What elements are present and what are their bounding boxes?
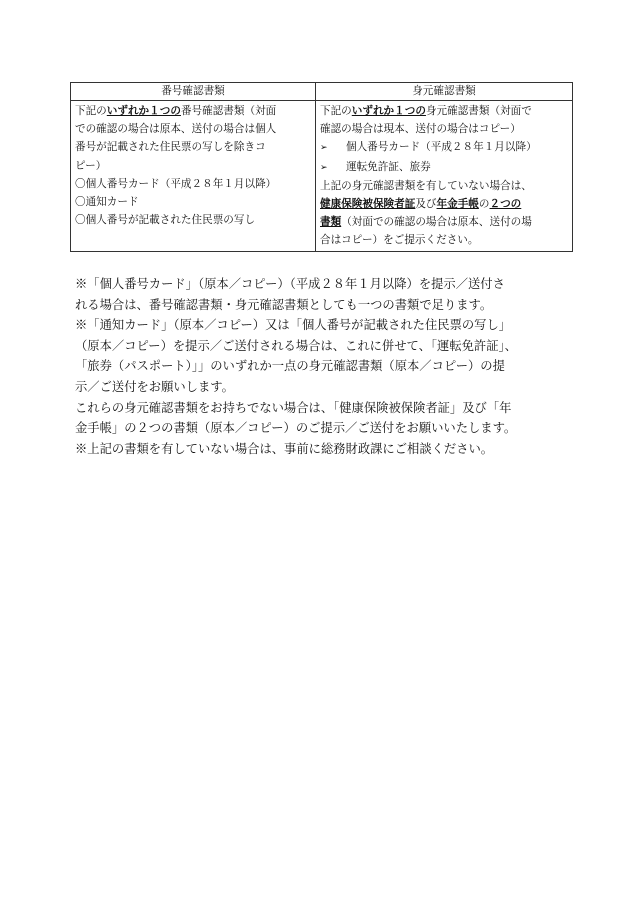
identity-documents-line bbox=[320, 158, 569, 177]
text-segment: 〇個人番号が記載された住民票の写し bbox=[75, 214, 256, 227]
emphasis-text: いずれか１つの bbox=[106, 105, 181, 117]
text-segment: ピー） bbox=[75, 159, 107, 172]
note-line: ※「個人番号カード」（原本／コピー）（平成２８年１月以降）を提示／送付さ bbox=[75, 277, 505, 291]
note-line: れる場合は、番号確認書類・身元確認書類としても一つの書類で足ります。 bbox=[75, 297, 493, 312]
text-segment: （対面での確認の場合は原本、送付の場 bbox=[341, 216, 532, 229]
number-documents-line bbox=[75, 102, 312, 120]
text-segment: 運転免許証、旅券 bbox=[346, 160, 431, 173]
document-requirements-table bbox=[70, 82, 573, 252]
number-documents-line bbox=[75, 193, 312, 211]
number-documents-line bbox=[75, 138, 312, 156]
text-segment: 下記の bbox=[75, 105, 107, 117]
number-documents-line bbox=[75, 120, 312, 138]
text-segment: 身元確認書類（対面で bbox=[425, 105, 532, 117]
identity-documents-line bbox=[320, 102, 569, 120]
note-line: 「旅券（パスポート）」」のいずれか一点の身元確認書類（原本／コピー）の提 bbox=[75, 359, 505, 374]
note-line: （原本／コピー）を提示／ご送付される場合は、これに併せて、「運転免許証」、 bbox=[75, 338, 517, 353]
header-identity-documents: 身元確認書類 bbox=[316, 83, 573, 101]
text-segment: 及び bbox=[415, 198, 437, 211]
text-segment: 確認の場合は現本、送付の場合はコピー） bbox=[320, 123, 521, 136]
text-segment: での確認の場合は原本、送付の場合は個人 bbox=[75, 123, 277, 136]
identity-documents-line bbox=[320, 195, 569, 213]
text-segment: 番号確認書類（対面 bbox=[180, 105, 277, 117]
number-documents-line bbox=[75, 175, 312, 193]
identity-documents-line bbox=[320, 177, 569, 195]
text-segment: 上記の身元確認書類を有していない場合は、 bbox=[320, 179, 532, 192]
header-number-documents: 番号確認書類 bbox=[71, 83, 316, 101]
text-segment: の bbox=[478, 198, 490, 211]
note-line: 示／ご送付をお願いします。 bbox=[75, 379, 234, 394]
emphasis-text: いずれか１つの bbox=[351, 105, 426, 117]
emphasis-text: 年金手帳 bbox=[436, 198, 479, 211]
identity-documents-line bbox=[320, 120, 569, 138]
bullet-arrow-icon: ➢ bbox=[320, 143, 328, 154]
identity-documents-line bbox=[320, 213, 569, 231]
bullet-arrow-icon: ➢ bbox=[320, 162, 328, 173]
text-segment: 合はコピー）をご提示ください。 bbox=[320, 234, 479, 247]
note-line: ※「通知カード」（原本／コピー）又は「個人番号が記載された住民票の写し」 bbox=[75, 318, 512, 333]
table-row bbox=[71, 101, 573, 252]
text-segment: 〇個人番号カード（平成２８年１月以降） bbox=[75, 177, 277, 190]
text-segment: 個人番号カード（平成２８年１月以降） bbox=[346, 141, 537, 154]
number-documents-line bbox=[75, 157, 312, 175]
identity-documents-line bbox=[320, 138, 569, 157]
emphasis-text: ２つの bbox=[489, 198, 522, 211]
text-segment: 下記の bbox=[320, 105, 352, 117]
text-segment: 〇通知カード bbox=[75, 196, 139, 209]
note-line: これらの身元確認書類をお持ちでない場合は、「健康保険被保険者証」及び「年 bbox=[75, 400, 512, 415]
emphasis-text: 健康保険被保険者証 bbox=[320, 198, 416, 211]
note-line: ※上記の書類を有していない場合は、事前に総務財政課にご相談ください。 bbox=[75, 441, 494, 456]
text-segment: 番号が記載された住民票の写しを除きコ bbox=[75, 141, 266, 154]
table-header-row bbox=[71, 83, 573, 101]
number-documents-cell bbox=[71, 101, 316, 252]
number-documents-line bbox=[75, 211, 312, 229]
identity-documents-cell bbox=[316, 101, 573, 252]
identity-documents-line bbox=[320, 231, 569, 249]
emphasis-text: 書類 bbox=[320, 216, 342, 229]
note-line: 金手帳」の２つの書類（原本／コピー）のご提示／ご送付をお願いいたします。 bbox=[75, 421, 517, 436]
notes-section bbox=[75, 274, 575, 459]
